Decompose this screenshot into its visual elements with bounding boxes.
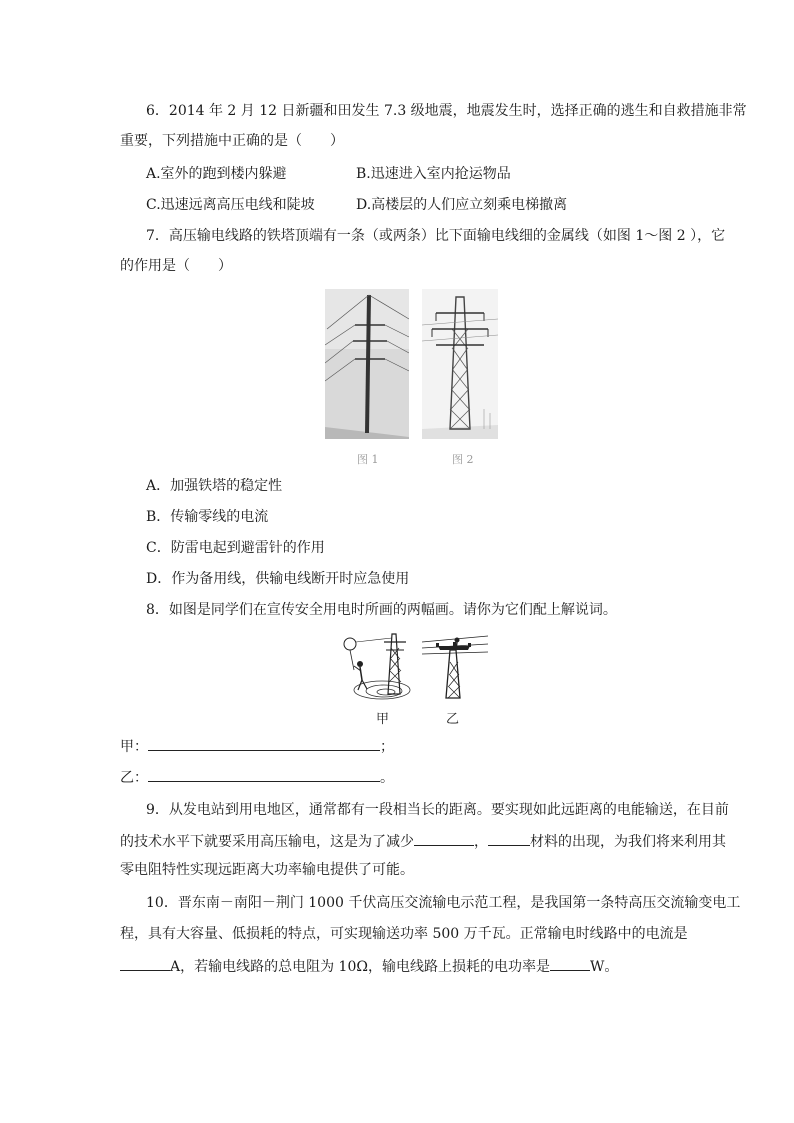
answer-jia-blank[interactable] — [148, 735, 380, 751]
drawing-jia-kite-tower — [340, 630, 416, 702]
q6-line2: 重要，下列措施中正确的是（ ） — [120, 133, 344, 149]
drawing-yi-utility-pole — [420, 632, 490, 702]
q7-line2: 的作用是（ ） — [120, 258, 232, 274]
q6-option-a: A.室外的跑到楼内躲避 — [146, 166, 287, 182]
answer-jia-prefix: 甲： — [120, 739, 148, 755]
q7-option-b: B．传输零线的电流 — [146, 509, 269, 525]
q10-line3 — [120, 955, 618, 977]
q10-line3-part2: W。 — [589, 959, 619, 975]
answer-yi-suffix: 。 — [380, 770, 394, 786]
q8-line1: 8．如图是同学们在宣传安全用电时所画的两幅画。请你为它们配上解说词。 — [146, 602, 617, 618]
q10-blank-power[interactable] — [550, 955, 590, 971]
q7-option-d: D．作为备用线，供输电线断开时应急使用 — [146, 571, 410, 587]
q9-blank-1[interactable] — [414, 830, 474, 846]
q9-line3: 零电阻特性实现远距离大功率输电提供了可能。 — [120, 862, 414, 878]
figure-2-tower-photo — [422, 289, 498, 439]
q6-option-b: B.迅速进入室内抢运物品 — [356, 166, 511, 182]
q7-option-a: A．加强铁塔的稳定性 — [146, 478, 283, 494]
q7-option-c: C．防雷电起到避雷针的作用 — [146, 540, 325, 556]
q9-line2-part2: ， — [474, 834, 488, 850]
q9-line2 — [120, 830, 726, 852]
q7-line1: 7．高压输电线路的铁塔顶端有一条（或两条）比下面输电线细的金属线（如图 1～图 2 ），它 — [146, 228, 726, 244]
answer-yi-prefix: 乙： — [120, 770, 148, 786]
q6-option-c: C.迅速远离高压电线和陡坡 — [146, 197, 315, 213]
q6-option-d: D.高楼层的人们应立刻乘电梯撤离 — [356, 197, 568, 213]
q9-line2-part1: 的技术水平下就要采用高压输电，这是为了减少 — [120, 834, 414, 850]
drawing-jia-label: 甲 — [376, 712, 390, 727]
answer-yi-blank[interactable] — [148, 766, 380, 782]
q8-answer-jia — [120, 735, 394, 757]
q10-line2: 程，具有大容量、低损耗的特点，可实现输送功率 500 万千瓦。正常输电时线路中的电流是 — [120, 926, 688, 942]
figure-1-tower-photo — [325, 289, 409, 439]
q10-line1: 10．晋东南－南阳－荆门 1000 千伏高压交流输电示范工程，是我国第一条特高压交流输变电工 — [146, 895, 741, 911]
q9-line2-part3: 材料的出现，为我们将来利用其 — [530, 834, 726, 850]
figure-2-caption: 图 2 — [452, 453, 474, 466]
q10-blank-current[interactable] — [120, 955, 170, 971]
drawing-yi-label: 乙 — [446, 712, 460, 727]
q8-answer-yi — [120, 766, 394, 788]
q9-blank-2[interactable] — [488, 830, 530, 846]
q6-line1: 6．2014 年 2 月 12 日新疆和田发生 7.3 级地震，地震发生时，选择正确的逃生和自救措施非常 — [146, 103, 747, 119]
answer-jia-suffix: ； — [380, 739, 394, 755]
figure-1-caption: 图 1 — [357, 453, 379, 466]
q9-line1: 9．从发电站到用电地区，通常都有一段相当长的距离。要实现如此远距离的电能输送，在目前 — [146, 802, 729, 818]
q10-line3-part1: A，若输电线路的总电阻为 10Ω，输电线路上损耗的电功率是 — [170, 959, 550, 975]
